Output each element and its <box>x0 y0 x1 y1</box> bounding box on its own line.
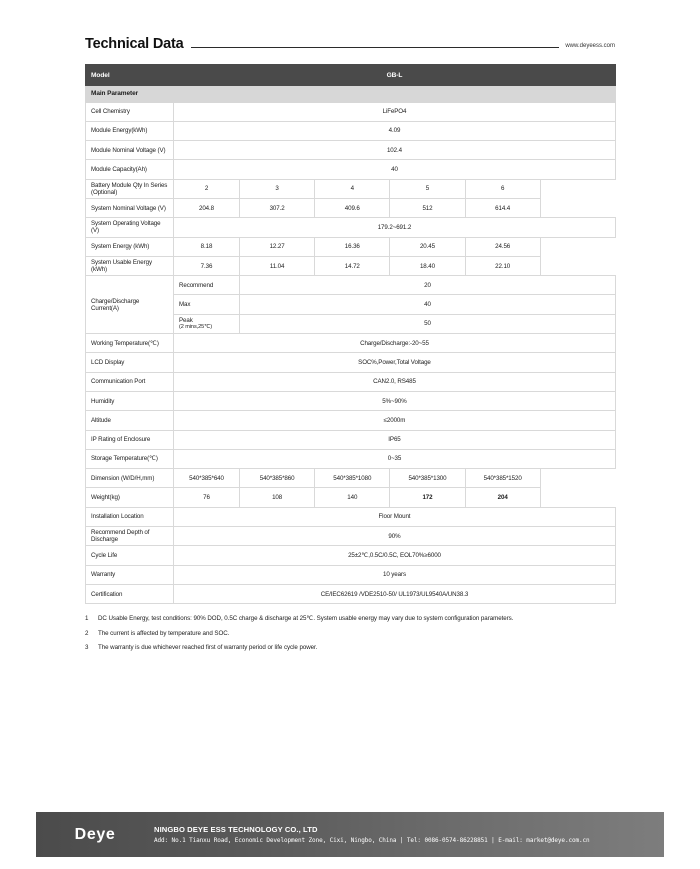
table-row <box>86 256 616 275</box>
table-row <box>86 198 616 217</box>
row-value: 14.72 <box>315 256 390 275</box>
row-label: Communication Port <box>86 372 174 391</box>
table-row <box>86 546 616 565</box>
row-value: 0~35 <box>174 449 616 468</box>
row-label: Certification <box>86 584 174 603</box>
row-label-charge-discharge: Charge/Discharge Current(A) <box>86 276 174 334</box>
table-row <box>86 527 616 546</box>
row-value: 40 <box>174 160 616 179</box>
table-row <box>86 372 616 391</box>
row-label: Installation Location <box>86 507 174 526</box>
row-label: System Nominal Voltage (V) <box>86 198 174 217</box>
row-value: 307.2 <box>240 198 315 217</box>
list-item <box>85 630 625 637</box>
row-sublabel-note: (2 mins,25℃) <box>179 324 213 331</box>
row-value: Charge/Discharge:-20~55 <box>174 334 616 353</box>
row-value: 24.56 <box>465 237 540 256</box>
row-value: 2 <box>174 179 240 198</box>
table-row <box>86 179 616 198</box>
row-label: LCD Display <box>86 353 174 372</box>
row-sublabel: Peak (2 mins,25℃) <box>174 314 240 333</box>
row-value: 204 <box>465 488 540 507</box>
row-label: Cell Chemistry <box>86 102 174 121</box>
row-value: 76 <box>174 488 240 507</box>
row-value: 6 <box>465 179 540 198</box>
table-row <box>86 488 616 507</box>
table-row <box>86 65 616 86</box>
row-label: Altitude <box>86 411 174 430</box>
header-cell-model: Model <box>86 65 174 86</box>
note-number: 1 <box>85 615 89 622</box>
specification-table <box>85 64 615 604</box>
row-value: 179.2~691.2 <box>174 218 616 237</box>
row-value: 3 <box>240 179 315 198</box>
table-row <box>86 237 616 256</box>
row-label: System Energy (kWh) <box>86 237 174 256</box>
row-label: System Operating Voltage (V) <box>86 218 174 237</box>
list-item <box>85 615 625 622</box>
deye-logo: Deye <box>74 825 116 843</box>
row-value: 140 <box>315 488 390 507</box>
row-label: Working Temperature(℃) <box>86 334 174 353</box>
table-row <box>86 334 616 353</box>
row-value: 5%~90% <box>174 391 616 410</box>
footer-contact <box>154 824 590 845</box>
row-label: Module Capacity(Ah) <box>86 160 174 179</box>
row-value: 11.04 <box>240 256 315 275</box>
row-value: 4.09 <box>174 121 616 140</box>
row-value: 16.36 <box>315 237 390 256</box>
row-value: 409.6 <box>315 198 390 217</box>
table-row <box>86 391 616 410</box>
table-row <box>86 353 616 372</box>
row-value: 102.4 <box>174 141 616 160</box>
row-label: Storage Temperature(℃) <box>86 449 174 468</box>
row-value: 540*385*640 <box>174 469 240 488</box>
row-label: Recommend Depth of Discharge <box>86 527 174 546</box>
table-row <box>86 430 616 449</box>
note-text: The current is affected by temperature and SOC. <box>98 629 230 637</box>
page-title: Technical Data <box>85 36 184 52</box>
row-value: 540*385*1520 <box>465 469 540 488</box>
section-header-cell: Main Parameter <box>86 86 616 103</box>
row-label: Cycle Life <box>86 546 174 565</box>
table-row <box>86 565 616 584</box>
row-value: 108 <box>240 488 315 507</box>
header-divider <box>191 47 559 48</box>
row-sublabel: Max <box>174 295 240 314</box>
table-row <box>86 160 616 179</box>
row-label: Dimension (W/D/H,mm) <box>86 469 174 488</box>
page-header <box>85 36 615 52</box>
table-row <box>86 86 616 103</box>
row-value: 20 <box>240 276 616 295</box>
row-value: LiFePO4 <box>174 102 616 121</box>
row-value: 10 years <box>174 565 616 584</box>
row-value: 172 <box>390 488 465 507</box>
table-row <box>86 141 616 160</box>
row-value: 40 <box>240 295 616 314</box>
company-name: NINGBO DEYE ESS TECHNOLOGY CO., LTD <box>154 824 318 834</box>
note-number: 3 <box>85 644 89 651</box>
row-label: Module Energy(kWh) <box>86 121 174 140</box>
row-value: 50 <box>240 314 616 333</box>
row-value: 8.18 <box>174 237 240 256</box>
row-value: 540*385*1300 <box>390 469 465 488</box>
row-label: Warranty <box>86 565 174 584</box>
row-label: Battery Module Qty In Series (Optional) <box>86 179 174 198</box>
row-value: 540*385*1080 <box>315 469 390 488</box>
company-address: Add: No.1 Tianxu Road, Economic Development Zone, Cixi, Ningbo, China | Tel: 0086-0574-86228851 | E-mail: market@deye.com.cn <box>154 837 590 845</box>
table-row <box>86 102 616 121</box>
page-footer <box>36 812 664 857</box>
row-value: 20.45 <box>390 237 465 256</box>
row-value: 22.10 <box>465 256 540 275</box>
row-value: 18.40 <box>390 256 465 275</box>
row-value: 204.8 <box>174 198 240 217</box>
row-value: CE/IEC62619 /VDE2510-50/ UL1973/UL9540A/UN38.3 <box>174 584 616 603</box>
table-row <box>86 507 616 526</box>
row-label: System Usable Energy (kWh) <box>86 256 174 275</box>
table-row <box>86 121 616 140</box>
row-value: ≤2000m <box>174 411 616 430</box>
row-value: 4 <box>315 179 390 198</box>
table-row <box>86 584 616 603</box>
header-cell-model-value: GB-L <box>174 65 616 86</box>
row-value: 614.4 <box>465 198 540 217</box>
row-value: CAN2.0, RS485 <box>174 372 616 391</box>
note-number: 2 <box>85 629 89 637</box>
note-text: DC Usable Energy, test conditions: 90% DOD, 0.5C charge & discharge at 25℃. System usable energy may vary due to system configuration parameters. <box>98 615 514 622</box>
row-value: 90% <box>174 527 616 546</box>
row-label: Humidity <box>86 391 174 410</box>
row-value: 25±2℃,0.5C/0.5C, EOL70%≥6000 <box>174 546 616 565</box>
table-row <box>86 469 616 488</box>
row-sublabel: Recommend <box>174 276 240 295</box>
row-value: 12.27 <box>240 237 315 256</box>
website-url: www.deyeess.com <box>565 43 615 49</box>
table-row <box>86 449 616 468</box>
list-item <box>85 644 625 651</box>
row-value: SOC%,Power,Total Voltage <box>174 353 616 372</box>
note-text: The warranty is due whichever reached first of warranty period or life cycle power. <box>98 644 318 651</box>
row-label: Module Nominal Voltage (V) <box>86 141 174 160</box>
row-value: IP65 <box>174 430 616 449</box>
row-label: IP Rating of Enclosure <box>86 430 174 449</box>
row-value: 5 <box>390 179 465 198</box>
row-label: Weight(kg) <box>86 488 174 507</box>
row-value: Floor Mount <box>174 507 616 526</box>
table-row <box>86 218 616 237</box>
notes-list <box>85 615 625 659</box>
table-row <box>86 411 616 430</box>
row-value: 512 <box>390 198 465 217</box>
row-value: 7.36 <box>174 256 240 275</box>
table-row <box>86 276 616 295</box>
row-value: 540*385*860 <box>240 469 315 488</box>
